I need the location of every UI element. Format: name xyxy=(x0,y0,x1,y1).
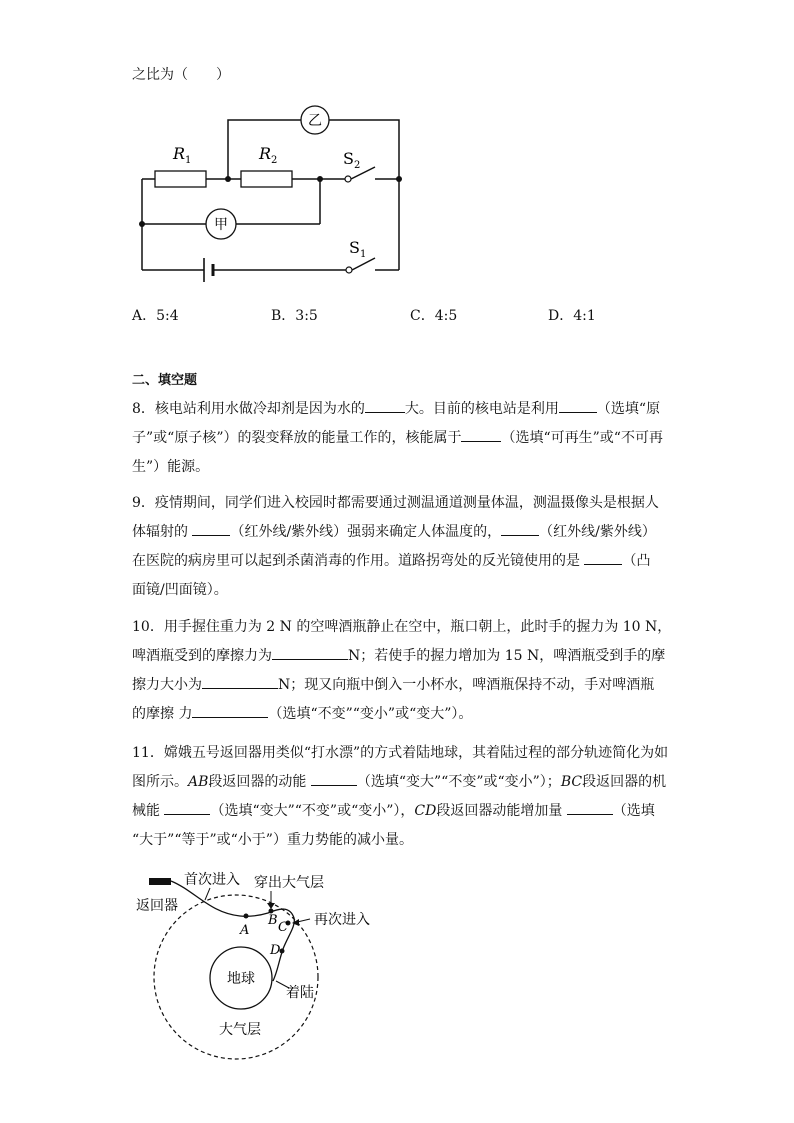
option-a: A．5:4 xyxy=(132,308,179,324)
point-b-label: B xyxy=(268,913,278,928)
question-10: 10．用手握住重力为 2 N 的空啤酒瓶静止在空中，瓶口朝上，此时手的握力为 10 N， 啤酒瓶受到的摩擦力为 N；若使手的握力增加为 15 N，啤酒瓶受到手的摩 擦力大小为 N；现又向瓶中倒入一小杯水，啤酒瓶保持不动，手对啤酒瓶 的摩擦 力 （选填“不变”“变小”或“变大”）。 xyxy=(132,619,672,722)
meter-yi-label: 乙 xyxy=(308,113,322,129)
question-7-tail: 之比为（ ） xyxy=(132,67,230,83)
answer-blank[interactable] xyxy=(559,398,597,413)
circuit-diagram xyxy=(125,95,415,295)
switch-s1-contact xyxy=(346,267,352,273)
answer-blank[interactable] xyxy=(584,550,622,565)
point-a-label: A xyxy=(240,923,250,938)
answer-blank[interactable] xyxy=(501,521,539,536)
capsule-icon xyxy=(149,878,171,885)
point-c-label: C xyxy=(278,920,288,935)
answer-blank[interactable] xyxy=(311,771,357,786)
label-exit-atmosphere: 穿出大气层 xyxy=(254,875,324,891)
switch-s2-contact xyxy=(345,176,351,182)
label-first-entry: 首次进入 xyxy=(184,872,240,888)
section-title: 二、填空题 xyxy=(132,373,198,388)
answer-blank[interactable] xyxy=(365,398,405,413)
label-landing: 着陆 xyxy=(286,985,314,1001)
junction-dot xyxy=(396,176,402,182)
label-atmosphere: 大气层 xyxy=(219,1022,261,1038)
option-c: C．4:5 xyxy=(410,308,458,324)
resistor-r2 xyxy=(241,171,292,187)
label-capsule: 返回器 xyxy=(136,898,178,914)
question-9: 9．疫情期间，同学们进入校园时都需要通过测温通道测量体温，测温摄像头是根据人 体辐射的 （红外线/紫外线）强弱来确定人体温度的， （红外线/紫外线） 在医院的病房里可以起到杀菌消毒的作用。道路拐弯处的反光镜使用的是 （凸 面镜/凹面镜）。 xyxy=(132,495,659,598)
question-8: 8．核电站利用水做冷却剂是因为水的 大。目前的核电站是利用 （选填“原 子”或“原子核”）的裂变释放的能量工作的，核能属于 （选填“可再生”或“不可再 生”）能源。 xyxy=(132,395,668,482)
answer-blank[interactable] xyxy=(202,674,278,689)
option-d: D．4:1 xyxy=(548,308,596,324)
label-r2: $R_2$ xyxy=(259,144,278,166)
junction-dot xyxy=(139,221,145,227)
answer-blank[interactable] xyxy=(164,800,210,815)
earth-label: 地球 xyxy=(227,971,255,987)
point-d-label: D xyxy=(270,943,281,958)
label-s2: $S_2$ xyxy=(343,149,361,171)
reentry-trajectory-figure xyxy=(130,866,400,1066)
answer-blank[interactable] xyxy=(192,521,230,536)
label-s1: $S_1$ xyxy=(349,238,367,260)
label-r1: $R_1$ xyxy=(173,144,192,166)
point-a xyxy=(244,914,249,919)
answer-blank[interactable] xyxy=(461,427,501,442)
leader-first-entry xyxy=(205,888,210,900)
junction-dot xyxy=(317,176,323,182)
trajectory-path xyxy=(171,881,294,981)
label-reentry: 再次进入 xyxy=(314,912,370,928)
answer-blank[interactable] xyxy=(272,645,348,660)
resistor-r1 xyxy=(155,171,206,187)
meter-jia-label: 甲 xyxy=(214,217,228,233)
option-b: B．3:5 xyxy=(271,308,318,324)
answer-blank[interactable] xyxy=(567,800,613,815)
junction-dot xyxy=(225,176,231,182)
arrowhead-exit xyxy=(267,903,275,909)
question-11: 11．嫦娥五号返回器用类似“打水漂”的方式着陆地球，其着陆过程的部分轨迹简化为如 图所示。AB段返回器的动能 （选填“变大”“不变”或“变小”）；BC段返回器的机 械能 （选填“变大”“不变”或“变小”），CD段返回器动能增加量 （选填 “大于”“等于”或“小于”）重力势能的减小量。 xyxy=(132,745,669,848)
answer-blank[interactable] xyxy=(192,703,268,718)
